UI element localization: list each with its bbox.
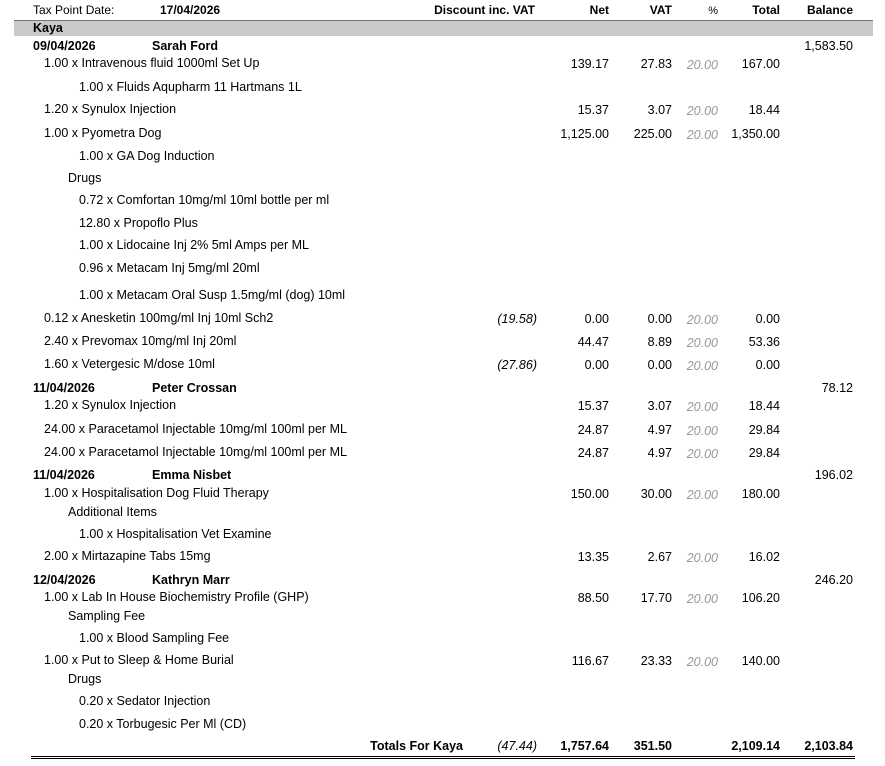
visit-date: 12/04/2026	[33, 573, 96, 587]
col-pct-header: %	[708, 5, 718, 17]
line-item-description: 1.00 x Intravenous fluid 1000ml Set Up	[44, 56, 260, 70]
line-item-description: 1.00 x Put to Sleep & Home Burial	[44, 653, 234, 667]
totals-discount: (47.44)	[497, 739, 537, 753]
line-item-net: 0.00	[584, 312, 609, 326]
group-name: Kaya	[33, 21, 63, 35]
totals-rule-bottom	[31, 758, 855, 759]
line-item-description: 1.00 x Metacam Oral Susp 1.5mg/ml (dog) 10ml	[79, 288, 346, 302]
line-item-net: 15.37	[577, 103, 609, 117]
line-item-description: Drugs	[68, 171, 102, 185]
visit-date: 09/04/2026	[33, 39, 96, 53]
line-item-total: 167.00	[741, 57, 780, 71]
visit-date: 11/04/2026	[33, 381, 95, 395]
line-item-vat: 4.97	[647, 423, 672, 437]
line-item-description: 1.60 x Vetergesic M/dose 10ml	[44, 357, 215, 371]
visit-person: Sarah Ford	[152, 39, 218, 53]
line-item-vat: 30.00	[640, 487, 672, 501]
line-item-discount: (27.86)	[497, 358, 537, 372]
visit-balance: 196.02	[814, 468, 853, 482]
line-item-description: 0.20 x Torbugesic Per Ml (CD)	[79, 717, 247, 731]
line-item-total: 1,350.00	[731, 127, 780, 141]
visit-person: Peter Crossan	[152, 381, 237, 395]
line-item-vat-rate: 20.00	[686, 551, 718, 565]
line-item-vat: 0.00	[647, 358, 672, 372]
tax-point-date: 17/04/2026	[160, 3, 221, 17]
line-item-vat-rate: 20.00	[686, 655, 718, 669]
line-item-net: 24.87	[577, 446, 609, 460]
line-item-total: 0.00	[755, 358, 780, 372]
visit-person: Emma Nisbet	[152, 468, 232, 482]
line-item-description: 0.96 x Metacam Inj 5mg/ml 20ml	[79, 261, 260, 275]
line-item-total: 53.36	[748, 335, 780, 349]
totals-total: 2,109.14	[731, 739, 780, 753]
line-item-total: 180.00	[741, 487, 780, 501]
line-item-vat: 0.00	[647, 312, 672, 326]
totals-net: 1,757.64	[560, 739, 609, 753]
line-item-net: 0.00	[584, 358, 609, 372]
line-item-description: 1.20 x Synulox Injection	[44, 398, 177, 412]
line-item-description: 1.00 x Lidocaine Inj 2% 5ml Amps per ML	[79, 238, 309, 252]
line-item-description: 1.00 x Hospitalisation Vet Examine	[79, 527, 272, 541]
line-item-total: 0.00	[755, 312, 780, 326]
visit-balance: 246.20	[814, 573, 853, 587]
line-item-vat-rate: 20.00	[686, 313, 718, 327]
col-balance-header: Balance	[806, 3, 853, 17]
col-discount-header: Discount inc. VAT	[434, 3, 535, 17]
line-item-total: 106.20	[741, 591, 780, 605]
visit-date: 11/04/2026	[33, 468, 95, 482]
line-item-vat: 2.67	[647, 550, 672, 564]
line-item-description: Drugs	[68, 672, 102, 686]
line-item-description: 1.00 x GA Dog Induction	[79, 149, 215, 163]
line-item-vat: 3.07	[647, 399, 672, 413]
line-item-net: 44.47	[577, 335, 609, 349]
line-item-total: 29.84	[748, 423, 780, 437]
line-item-description: 1.00 x Blood Sampling Fee	[79, 631, 230, 645]
line-item-description: 24.00 x Paracetamol Injectable 10mg/ml 100ml per ML	[44, 422, 347, 436]
line-item-total: 18.44	[748, 399, 780, 413]
col-total-header: Total	[752, 3, 780, 17]
line-item-vat: 17.70	[640, 591, 672, 605]
line-item-description: 0.12 x Anesketin 100mg/ml Inj 10ml Sch2	[44, 311, 274, 325]
line-item-vat-rate: 20.00	[686, 592, 718, 606]
line-item-vat-rate: 20.00	[686, 447, 718, 461]
line-item-net: 139.17	[570, 57, 609, 71]
line-item-description: 1.20 x Synulox Injection	[44, 102, 177, 116]
line-item-total: 16.02	[748, 550, 780, 564]
line-item-total: 29.84	[748, 446, 780, 460]
col-vat-header: VAT	[649, 3, 672, 17]
line-item-vat-rate: 20.00	[686, 424, 718, 438]
line-item-vat-rate: 20.00	[686, 400, 718, 414]
line-item-description: Additional Items	[68, 505, 157, 519]
line-item-description: 1.00 x Pyometra Dog	[44, 126, 162, 140]
line-item-vat: 27.83	[640, 57, 672, 71]
line-item-vat: 225.00	[633, 127, 672, 141]
line-item-vat-rate: 20.00	[686, 58, 718, 72]
line-item-description: Sampling Fee	[68, 609, 146, 623]
group-band	[14, 21, 873, 36]
visit-balance: 78.12	[821, 381, 853, 395]
line-item-description: 2.00 x Mirtazapine Tabs 15mg	[44, 549, 211, 563]
line-item-vat: 23.33	[640, 654, 672, 668]
line-item-description: 0.20 x Sedator Injection	[79, 694, 211, 708]
line-item-vat-rate: 20.00	[686, 359, 718, 373]
totals-vat: 351.50	[633, 739, 672, 753]
line-item-vat-rate: 20.00	[686, 488, 718, 502]
line-item-net: 1,125.00	[560, 127, 609, 141]
line-item-discount: (19.58)	[497, 312, 537, 326]
line-item-description: 24.00 x Paracetamol Injectable 10mg/ml 100ml per ML	[44, 445, 347, 459]
line-item-net: 150.00	[570, 487, 609, 501]
line-item-description: 2.40 x Prevomax 10mg/ml Inj 20ml	[44, 334, 237, 348]
totals-label: Totals For Kaya	[370, 739, 463, 753]
line-item-description: 12.80 x Propoflo Plus	[79, 216, 198, 230]
totals-balance: 2,103.84	[804, 739, 853, 753]
line-item-net: 13.35	[577, 550, 609, 564]
line-item-net: 24.87	[577, 423, 609, 437]
line-item-description: 0.72 x Comfortan 10mg/ml 10ml bottle per ml	[79, 193, 330, 207]
visit-person: Kathryn Marr	[152, 573, 230, 587]
line-item-net: 88.50	[577, 591, 609, 605]
col-net-header: Net	[589, 3, 609, 17]
line-item-description: 1.00 x Hospitalisation Dog Fluid Therapy	[44, 486, 269, 500]
line-item-vat: 4.97	[647, 446, 672, 460]
line-item-vat-rate: 20.00	[686, 336, 718, 350]
line-item-description: 1.00 x Fluids Aqupharm 11 Hartmans 1L	[79, 80, 302, 94]
line-item-vat-rate: 20.00	[686, 128, 718, 142]
line-item-vat-rate: 20.00	[686, 104, 718, 118]
line-item-description: 1.00 x Lab In House Biochemistry Profile (GHP)	[44, 590, 309, 604]
line-item-vat: 8.89	[647, 335, 672, 349]
totals-rule-top	[31, 756, 855, 757]
line-item-total: 18.44	[748, 103, 780, 117]
line-item-net: 116.67	[571, 654, 609, 668]
line-item-net: 15.37	[577, 399, 609, 413]
tax-point-label: Tax Point Date:	[33, 3, 115, 17]
line-item-total: 140.00	[741, 654, 780, 668]
visit-balance: 1,583.50	[804, 39, 853, 53]
line-item-vat: 3.07	[647, 103, 672, 117]
